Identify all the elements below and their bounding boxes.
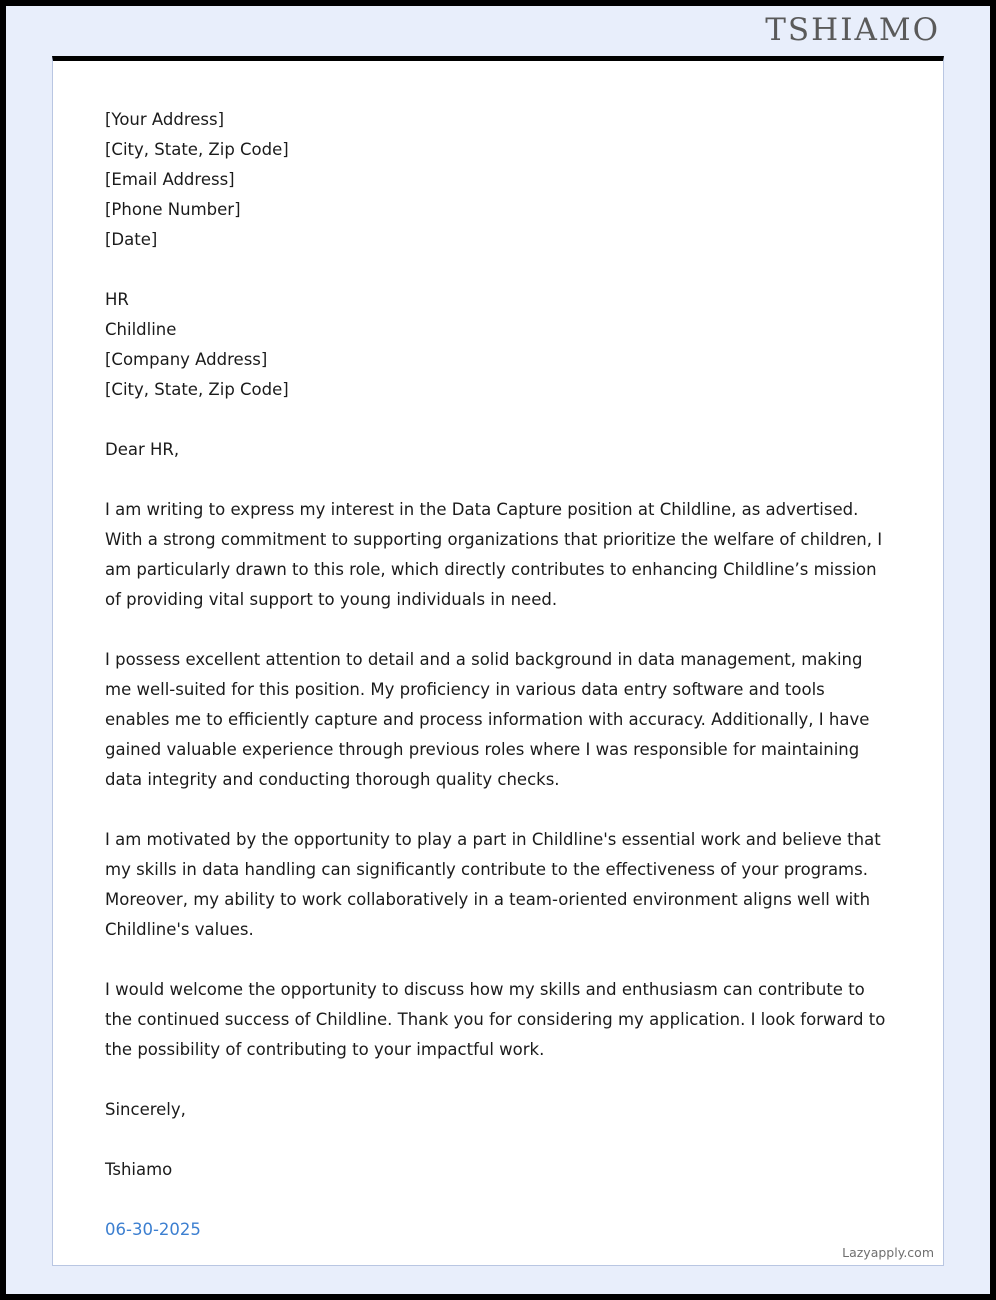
sender-address-line: [Your Address] <box>105 110 225 129</box>
recipient-address-line: [Company Address] <box>105 350 268 369</box>
signature-date: 06-30-2025 <box>105 1220 201 1239</box>
brand-title: TSHIAMO <box>765 11 940 48</box>
recipient-address-line: Childline <box>105 320 177 339</box>
sender-address-line: [Date] <box>105 230 158 249</box>
closing: Sincerely, <box>105 1100 186 1119</box>
sender-address-block <box>105 105 891 255</box>
footer-credit: Lazyapply.com <box>842 1245 934 1260</box>
letter-paragraph: I would welcome the opportunity to discuss how my skills and enthusiasm can contribute to the continued success of Childline. Thank you for considering my application. I look forward to the possibility of contributing to your impactful work. <box>105 980 886 1059</box>
letter-body <box>53 61 943 1245</box>
letter-paragraph: I am writing to express my interest in the Data Capture position at Childline, as advertised. With a strong commitment to supporting organizations that prioritize the welfare of children, I am particularly drawn to this role, which directly contributes to enhancing Childline’s mission of providing vital support to young individuals in need. <box>105 500 883 609</box>
salutation: Dear HR, <box>105 440 180 459</box>
document-header <box>12 12 984 48</box>
sender-address-line: [City, State, Zip Code] <box>105 140 289 159</box>
recipient-address-line: [City, State, Zip Code] <box>105 380 289 399</box>
signature-name: Tshiamo <box>105 1160 173 1179</box>
recipient-address-block <box>105 285 891 405</box>
letter-paragraph: I am motivated by the opportunity to play a part in Childline's essential work and believe that my skills in data handling can significantly contribute to the effectiveness of your programs. Moreover, my ability to work collaboratively in a team-oriented environment aligns well with Childline's values. <box>105 830 881 939</box>
letter-sheet <box>52 56 944 1266</box>
recipient-address-line: HR <box>105 290 129 309</box>
letter-paragraph: I possess excellent attention to detail and a solid background in data management, making me well-suited for this position. My proficiency in various data entry software and tools enables me to efficiently capture and process information with accuracy. Additionally, I have gained valuable experience through previous roles where I was responsible for maintaining data integrity and conducting thorough quality checks. <box>105 650 870 789</box>
sender-address-line: [Email Address] <box>105 170 235 189</box>
sender-address-line: [Phone Number] <box>105 200 241 219</box>
